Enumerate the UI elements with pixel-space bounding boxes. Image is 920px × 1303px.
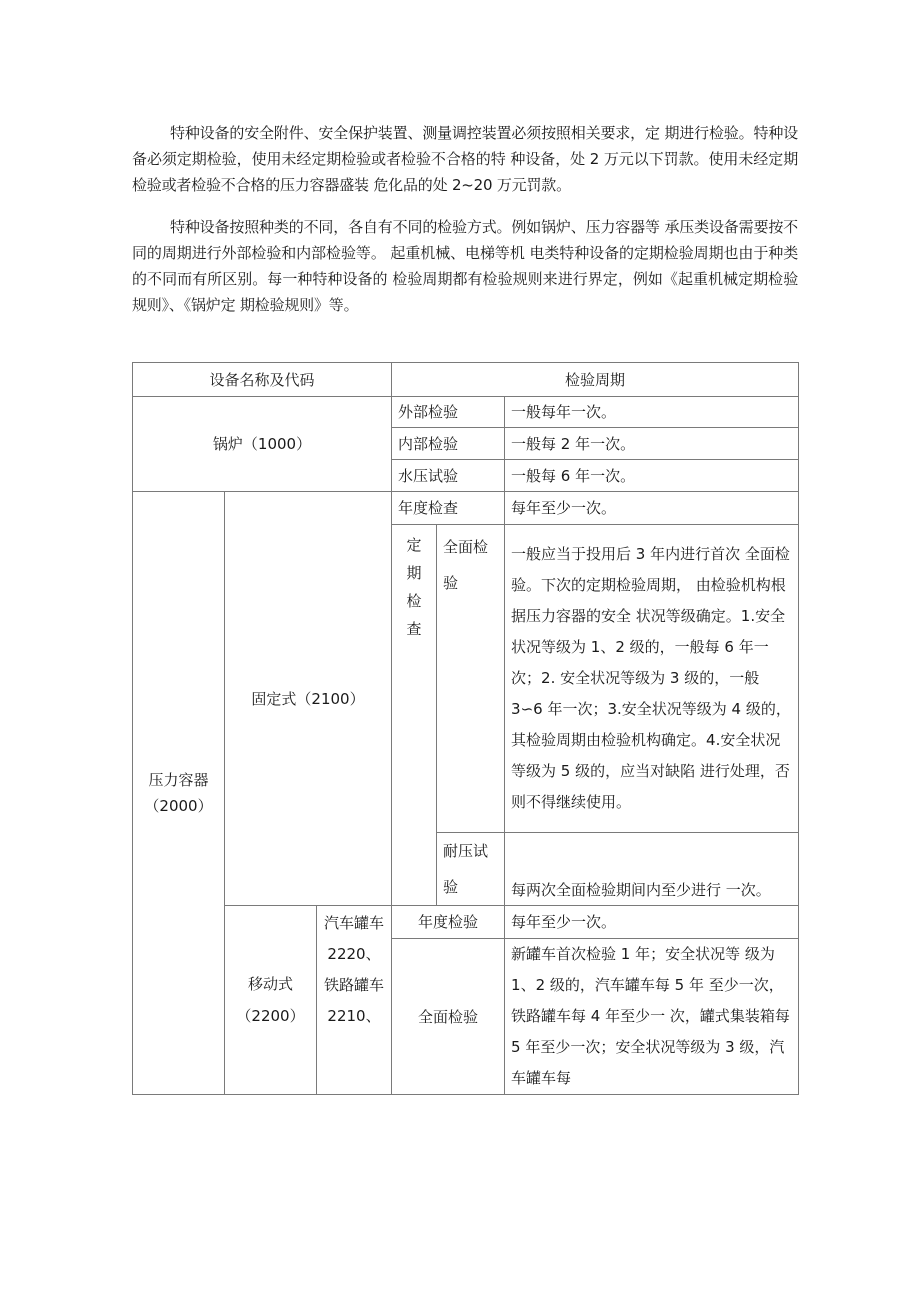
- inspection-period-table: [132, 362, 799, 1095]
- boiler-name: 锅炉（1000）: [133, 397, 392, 492]
- pressure-vessel-label: 压力容器: [148, 771, 209, 789]
- mobile-vessel-label: 移动式: [247, 975, 293, 993]
- boiler-external-period: 一般每年一次。: [505, 397, 799, 428]
- mobile-annual-period: 每年至少一次。: [505, 906, 799, 939]
- header-equipment-name: 设备名称及代码: [133, 363, 392, 397]
- table-row: [133, 397, 799, 428]
- paragraph-inspection-requirement: 特种设备的安全附件、安全保护装置、测量调控装置必须按照相关要求，定 期进行检验。特种设备必须定期检验，使用未经定期检验或者检验不合格的特 种设备，处 2 万元以下罚款。使用未经定期检验或者检验不合格的压力容器盛装 危化品的处 2~20 万元罚款。: [132, 124, 798, 194]
- table-header-row: [133, 363, 799, 397]
- fixed-annual-period: 每年至少一次。: [505, 492, 799, 525]
- pressure-vessel-code: （2000）: [144, 797, 213, 815]
- boiler-internal-period: 一般每 2 年一次。: [505, 428, 799, 460]
- mobile-full-type: 全面检验: [392, 939, 505, 1095]
- boiler-hydro-type: 水压试验: [392, 460, 505, 492]
- boiler-internal-type: 内部检验: [392, 428, 505, 460]
- mobile-vessel-code: （2200）: [236, 1007, 305, 1025]
- pressure-vessel-name: [133, 492, 225, 1095]
- fixed-pressure-period: 每两次全面检验期间内至少进行 一次。: [505, 833, 799, 906]
- table-row: [133, 492, 799, 525]
- mobile-vessel-sub: 汽车罐车 2220、铁路罐车 2210、: [317, 906, 392, 1095]
- boiler-hydro-period: 一般每 6 年一次。: [505, 460, 799, 492]
- fixed-full-type: 全面检验: [437, 525, 505, 833]
- mobile-full-period: 新罐车首次检验 1 年；安全状况等 级为 1、2 级的，汽车罐车每 5 年 至少一次，铁路罐车每 4 年至少一 次，罐式集装箱每 5 年至少一次；安全状况等级为 3 级，汽车罐车每: [505, 939, 799, 1095]
- fixed-pressure-type: 耐压试验: [437, 833, 505, 906]
- fixed-annual-type: 年度检查: [392, 492, 505, 525]
- mobile-vessel-name: [225, 906, 317, 1095]
- paragraph-inspection-methods: 特种设备按照种类的不同，各自有不同的检验方式。例如锅炉、压力容器等 承压类设备需要按不同的周期进行外部检验和内部检验等。 起重机械、电梯等机 电类特种设备的定期检验周期也由于种类的不同而有所区别。每一种特种设备的 检验周期都有检验规则来进行界定，例如《起重机械定期检验规则》、《锅炉定 期检验规则》等。: [132, 218, 798, 314]
- mobile-annual-type: 年度检验: [392, 906, 505, 939]
- fixed-periodic-label: 定 期 检 查: [392, 525, 437, 906]
- header-inspection-period: 检验周期: [392, 363, 799, 397]
- fixed-vessel-name: 固定式（2100）: [225, 492, 392, 906]
- fixed-full-period: 一般应当于投用后 3 年内进行首次 全面检验。下次的定期检验周期， 由检验机构根据压力容器的安全 状况等级确定。1.安全状况等级为 1、2 级的，一般每 6 年一次；2. 安全状况等级为 3 级的，一般 3∽6 年一次；3.安全状况等级为 4 级的， 其检验周期由检验机构确定。4.安全状况等级为 5 级的，应当对缺陷 进行处理，否则不得继续使用。: [505, 525, 799, 833]
- boiler-external-type: 外部检验: [392, 397, 505, 428]
- table-row: [133, 906, 799, 939]
